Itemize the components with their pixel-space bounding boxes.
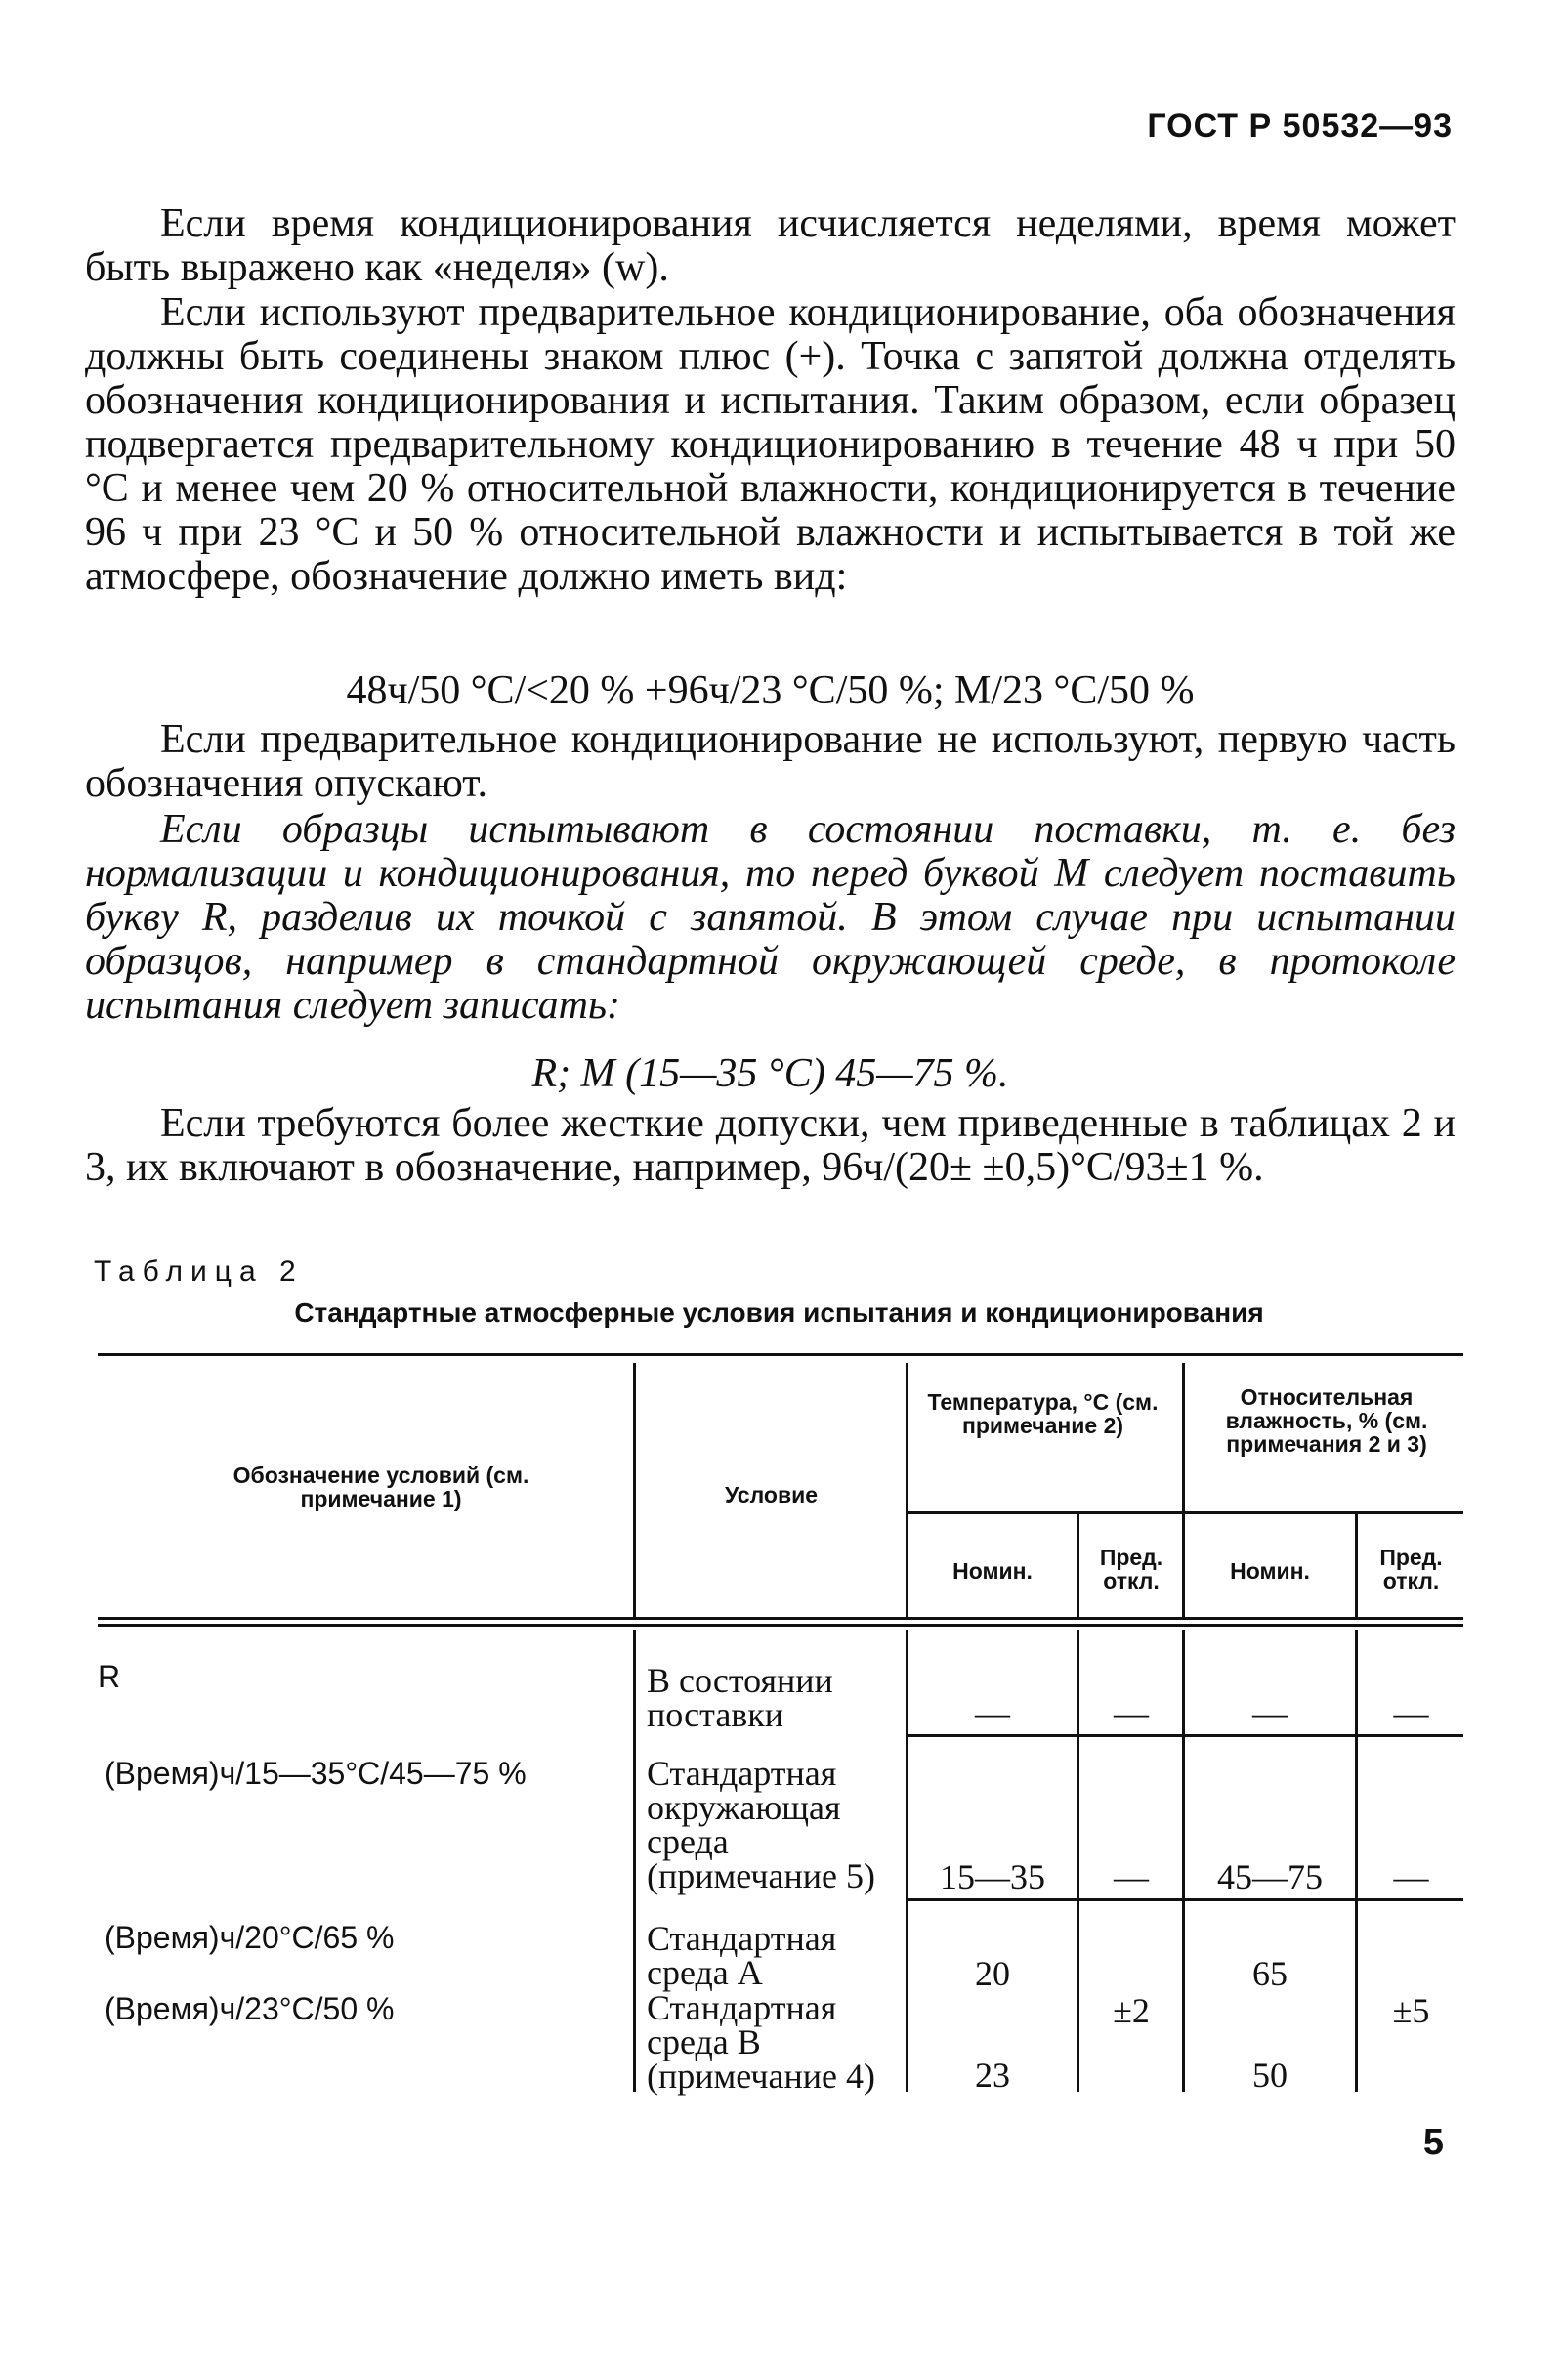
table-row-4-hum-nominal: 50 — [1252, 2056, 1288, 2095]
paragraph-tolerances: Если требуются более жесткие допуски, чем приведенные в таблицах 2 и 3, их включают в обозначение, например, 96ч/(20± ±0,5)°С/93±1 %. — [85, 1101, 1456, 1190]
col-rule-1b — [633, 1630, 636, 2092]
col-rule-2 — [906, 1363, 908, 1617]
col-rule-4b — [1182, 1630, 1185, 2092]
table-title: Стандартные атмосферные условия испытания и кондиционирования — [294, 1297, 1264, 1328]
table-row-3-designation: (Время)ч/20°С/65 % — [105, 1920, 395, 1955]
header-bottom-rule-2 — [98, 1624, 1463, 1627]
paragraph-weeks: Если время кондиционирования исчисляется неделями, время может быть выражено как «неделя» (w). — [85, 201, 1456, 290]
col-rule-5b — [1355, 1630, 1358, 2092]
col-rule-4 — [1182, 1363, 1185, 1617]
col-rule-5 — [1355, 1514, 1358, 1617]
table-row-2-hum-deviation: — — [1393, 1857, 1429, 1896]
header-hum-deviation: Пред. откл. — [1379, 1545, 1443, 1594]
table-row-2-temp-nominal: 15—35 — [940, 1857, 1045, 1896]
header-temp-deviation: Пред. откл. — [1099, 1545, 1163, 1594]
paragraph-no-preconditioning: Если предварительное кондиционирование не используют, первую часть обозначения опускают. — [85, 717, 1456, 806]
header-bottom-rule — [98, 1617, 1463, 1620]
formula-preconditioning: 48ч/50 °С/<20 % +96ч/23 °С/50 %; М/23 °С/50 % — [346, 668, 1195, 713]
header-hum-nominal: Номин. — [1230, 1558, 1310, 1584]
standard-number: ГОСТ Р 50532—93 — [1147, 107, 1453, 145]
table-row-4-designation: (Время)ч/23°С/50 % — [105, 1991, 395, 2026]
header-temp-nominal: Номин. — [952, 1558, 1033, 1584]
table-rows-ab-hum-deviation: ±5 — [1392, 1991, 1430, 2030]
formula-as-received: R; М (15—35 °С) 45—75 %. — [531, 1051, 1009, 1096]
table-rows-ab-temp-deviation: ±2 — [1113, 1991, 1150, 2030]
table-row-4-condition: Стандартная среда В (примечание 4) — [647, 1988, 875, 2096]
table-row-4-temp-nominal: 23 — [975, 2056, 1010, 2095]
header-designation: Обозначение условий (см. примечание 1) — [232, 1463, 529, 1512]
table-row-2-temp-deviation: — — [1114, 1857, 1149, 1896]
col-rule-2b — [906, 1630, 908, 2092]
header-condition: Условие — [724, 1482, 819, 1508]
header-humidity: Относительная влажность, % (см. примечания 2 и 3) — [1225, 1384, 1428, 1458]
header-subrule — [908, 1511, 1463, 1514]
row1-rule — [908, 1734, 1463, 1737]
table-row-3-temp-nominal: 20 — [975, 1954, 1010, 1993]
table-row-2-hum-nominal: 45—75 — [1217, 1857, 1323, 1896]
table-row-2-condition: Стандартная окружающая среда (примечание 5) — [647, 1754, 875, 1895]
table-row-1-hum-nominal: — — [1252, 1693, 1288, 1732]
table-row-1-designation: R — [98, 1659, 121, 1694]
table-row-3-condition: Стандартная среда А — [647, 1919, 837, 1992]
table-row-2-designation: (Время)ч/15—35°С/45—75 % — [105, 1756, 527, 1791]
table-label: Таблица 2 — [94, 1255, 304, 1288]
table-row-1-hum-deviation: — — [1393, 1693, 1429, 1732]
table-row-3-hum-nominal: 65 — [1252, 1954, 1288, 1993]
table-row-1-temp-deviation: — — [1114, 1693, 1149, 1732]
paragraph-preconditioning: Если используют предварительное кондиционирование, оба обозначения должны быть соединены знаком плюс (+). Точка с запятой должна отделять обозначения кондиционирования и испытания. Таким образом, если образец подвергается предварительному кондиционированию в течение 48 ч при 50 °С и менее чем 20 % относительной влажности, кондиционируется в течение 96 ч при 23 °С и 50 % относительной влажности и испытывается в той же атмосфере, обозначение должно иметь вид: — [85, 290, 1456, 599]
page-number: 5 — [1422, 2122, 1444, 2163]
col-rule-3b — [1077, 1630, 1079, 2092]
table-row-1-temp-nominal: — — [975, 1693, 1010, 1732]
paragraph-as-received: Если образцы испытывают в состоянии поставки, т. е. без нормализации и кондиционирования, то перед буквой М следует поставить букву R, разделив их точкой с запятой. В этом случае при испытании образцов, например в стандартной окружающей среде, в протоколе испытания следует записать: — [85, 807, 1456, 1028]
table-row-1-condition: В состоянии поставки — [647, 1661, 833, 1734]
header-temperature: Температура, °С (см. примечание 2) — [927, 1389, 1159, 1439]
col-rule-1 — [633, 1363, 636, 1617]
col-rule-3 — [1077, 1514, 1079, 1617]
row2-rule — [908, 1898, 1463, 1901]
table-top-rule — [98, 1353, 1463, 1356]
